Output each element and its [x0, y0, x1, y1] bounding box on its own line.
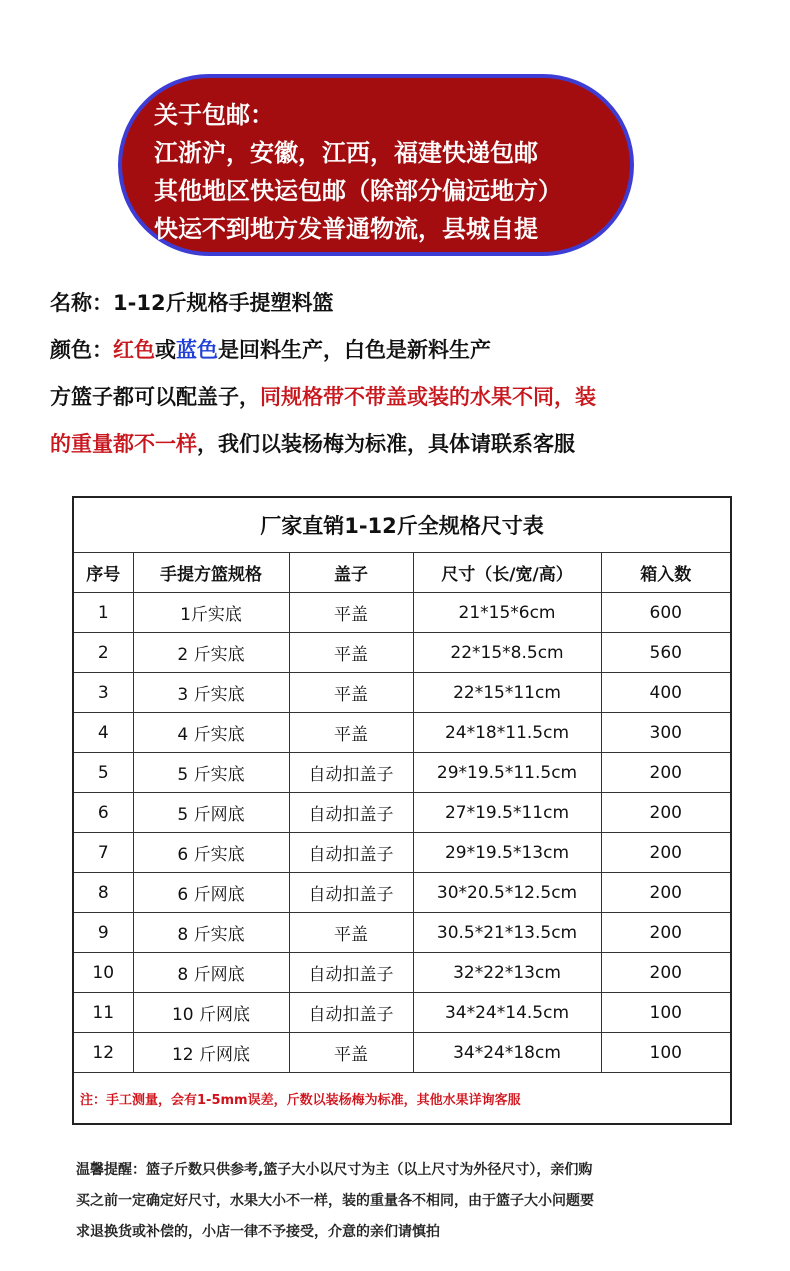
table-row: [73, 713, 731, 753]
cell-size: 30.5*21*13.5cm: [413, 913, 601, 953]
cell-box-qty: 200: [601, 833, 731, 873]
cell-index: 7: [73, 833, 133, 873]
table-note-row: [73, 1073, 731, 1125]
lid-note-normal: 方篮子都可以配盖子，: [50, 385, 260, 409]
cell-size: 29*19.5*13cm: [413, 833, 601, 873]
table-row: [73, 873, 731, 913]
color-suffix: 是回料生产，白色是新料生产: [218, 338, 491, 362]
size-spec-table: [72, 496, 732, 1125]
lid-note-line-2: [50, 421, 780, 468]
cell-spec: 5 斤网底: [133, 793, 289, 833]
cell-spec: 6 斤网底: [133, 873, 289, 913]
table-row: [73, 673, 731, 713]
lid-note-red-2: 的重量都不一样: [50, 432, 197, 456]
shipping-line-logistics: 快运不到地方发普通物流，县城自提: [154, 215, 538, 243]
reminder-text: [76, 1155, 736, 1248]
shipping-line-freight: 其他地区快运包邮（除部分偏远地方）: [154, 177, 562, 205]
cell-box-qty: 200: [601, 793, 731, 833]
reminder-line: 温馨提醒：篮子斤数只供参考,篮子大小以尺寸为主（以上尺寸为外径尺寸），亲们购: [76, 1162, 593, 1178]
table-row: [73, 793, 731, 833]
cell-lid: 自动扣盖子: [289, 753, 413, 793]
cell-lid: 自动扣盖子: [289, 873, 413, 913]
reminder-line: 求退换货或补偿的，小店一律不予接受，介意的亲们请慎拍: [76, 1224, 440, 1240]
lid-note-normal-2: ，我们以装杨梅为标准，具体请联系客服: [197, 432, 575, 456]
header-lid: 盖子: [289, 553, 413, 593]
cell-size: 29*19.5*11.5cm: [413, 753, 601, 793]
cell-spec: 4 斤实底: [133, 713, 289, 753]
product-info: [50, 280, 780, 468]
table-row: [73, 593, 731, 633]
table-row: [73, 633, 731, 673]
cell-size: 21*15*6cm: [413, 593, 601, 633]
cell-index: 5: [73, 753, 133, 793]
table-note: 注：手工测量，会有1-5mm误差，斤数以装杨梅为标准，其他水果详询客服: [73, 1073, 731, 1125]
header-index: 序号: [73, 553, 133, 593]
cell-spec: 2 斤实底: [133, 633, 289, 673]
cell-size: 34*24*18cm: [413, 1033, 601, 1073]
cell-box-qty: 100: [601, 1033, 731, 1073]
cell-spec: 3 斤实底: [133, 673, 289, 713]
cell-box-qty: 200: [601, 953, 731, 993]
cell-lid: 自动扣盖子: [289, 993, 413, 1033]
cell-index: 4: [73, 713, 133, 753]
cell-index: 1: [73, 593, 133, 633]
cell-spec: 12 斤网底: [133, 1033, 289, 1073]
table-row: [73, 1033, 731, 1073]
cell-index: 6: [73, 793, 133, 833]
cell-box-qty: 100: [601, 993, 731, 1033]
cell-lid: 平盖: [289, 633, 413, 673]
table-row: [73, 753, 731, 793]
cell-box-qty: 600: [601, 593, 731, 633]
product-name: 名称：1-12斤规格手提塑料篮: [50, 291, 334, 315]
header-spec: 手提方篮规格: [133, 553, 289, 593]
table-title: 厂家直销1-12斤全规格尺寸表: [73, 497, 731, 553]
color-prefix: 颜色：: [50, 338, 113, 362]
cell-box-qty: 200: [601, 913, 731, 953]
cell-lid: 自动扣盖子: [289, 833, 413, 873]
cell-size: 24*18*11.5cm: [413, 713, 601, 753]
table-row: [73, 913, 731, 953]
color-or: 或: [155, 338, 176, 362]
product-color: [50, 327, 780, 374]
cell-index: 10: [73, 953, 133, 993]
cell-lid: 平盖: [289, 673, 413, 713]
cell-box-qty: 200: [601, 873, 731, 913]
cell-lid: 平盖: [289, 593, 413, 633]
cell-lid: 平盖: [289, 1033, 413, 1073]
cell-size: 30*20.5*12.5cm: [413, 873, 601, 913]
shipping-heading: 关于包邮：: [154, 101, 274, 129]
cell-spec: 8 斤网底: [133, 953, 289, 993]
color-red-label: 红色: [113, 338, 155, 362]
table-row: [73, 953, 731, 993]
cell-index: 12: [73, 1033, 133, 1073]
cell-box-qty: 400: [601, 673, 731, 713]
table-body: [73, 593, 731, 1073]
cell-index: 11: [73, 993, 133, 1033]
cell-index: 9: [73, 913, 133, 953]
cell-spec: 6 斤实底: [133, 833, 289, 873]
table-header-row: [73, 553, 731, 593]
cell-lid: 自动扣盖子: [289, 793, 413, 833]
table-row: [73, 833, 731, 873]
cell-size: 32*22*13cm: [413, 953, 601, 993]
color-blue-label: 蓝色: [176, 338, 218, 362]
table-title-row: [73, 497, 731, 553]
cell-box-qty: 200: [601, 753, 731, 793]
cell-spec: 10 斤网底: [133, 993, 289, 1033]
cell-box-qty: 300: [601, 713, 731, 753]
cell-size: 22*15*8.5cm: [413, 633, 601, 673]
cell-lid: 平盖: [289, 713, 413, 753]
header-box-qty: 箱入数: [601, 553, 731, 593]
shipping-line-express: 江浙沪，安徽，江西，福建快递包邮: [154, 139, 538, 167]
cell-spec: 8 斤实底: [133, 913, 289, 953]
lid-note-red-1: 同规格带不带盖或装的水果不同，装: [260, 385, 596, 409]
cell-spec: 1斤实底: [133, 593, 289, 633]
cell-size: 22*15*11cm: [413, 673, 601, 713]
cell-index: 2: [73, 633, 133, 673]
header-size: 尺寸（长/宽/高）: [413, 553, 601, 593]
cell-index: 3: [73, 673, 133, 713]
cell-index: 8: [73, 873, 133, 913]
table-row: [73, 993, 731, 1033]
cell-spec: 5 斤实底: [133, 753, 289, 793]
cell-size: 34*24*14.5cm: [413, 993, 601, 1033]
lid-note-line-1: [50, 374, 780, 421]
cell-box-qty: 560: [601, 633, 731, 673]
cell-lid: 平盖: [289, 913, 413, 953]
reminder-line: 买之前一定确定好尺寸，水果大小不一样，装的重量各不相同，由于篮子大小问题要: [76, 1193, 594, 1209]
cell-size: 27*19.5*11cm: [413, 793, 601, 833]
cell-lid: 自动扣盖子: [289, 953, 413, 993]
shipping-banner: [118, 74, 634, 256]
